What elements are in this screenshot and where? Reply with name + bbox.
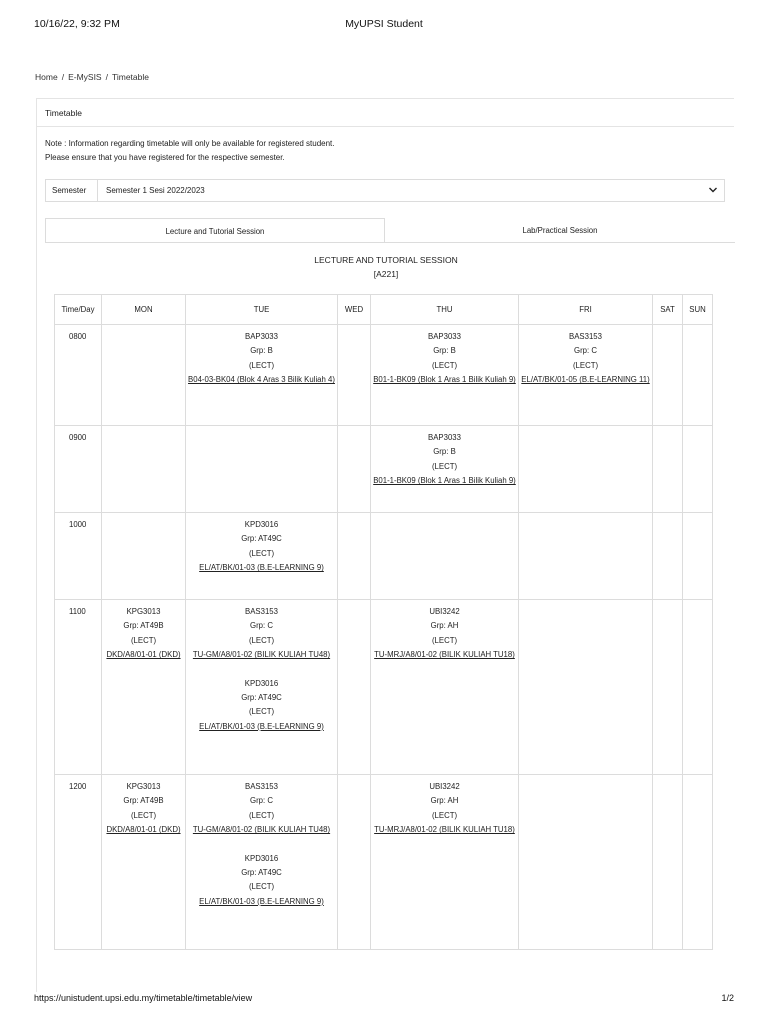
group-label: Grp: B (250, 346, 273, 356)
venue-line (186, 648, 337, 662)
timetable-row (55, 600, 713, 775)
session-type: (LECT) (130, 635, 157, 645)
column-header: MON (102, 295, 186, 325)
column-header: TUE (186, 295, 338, 325)
print-page-title: MyUPSI Student (345, 18, 423, 30)
timetable-cell (653, 426, 683, 513)
group-label: Grp: C (250, 621, 273, 631)
breadcrumb-separator: / (105, 72, 108, 82)
group-label: Grp: AH (430, 796, 459, 806)
breadcrumb-home[interactable]: Home (35, 72, 58, 82)
session-code: [A221] (373, 269, 399, 279)
class-entry (371, 780, 518, 838)
breadcrumb (35, 72, 149, 82)
venue-link[interactable]: TU-GM/A8/01-02 (BILIK KULIAH TU48) (192, 825, 331, 835)
timetable-cell (102, 600, 186, 775)
timetable-card (36, 98, 734, 988)
time-slot: 1200 (55, 775, 102, 950)
course-code: KPG3013 (126, 607, 161, 616)
registration-note (45, 137, 335, 165)
venue-link[interactable]: EL/AT/BK/01-03 (B.E-LEARNING 9) (199, 721, 324, 731)
timetable-cell (371, 600, 519, 775)
timetable-cell (653, 325, 683, 426)
course-code: BAP3033 (428, 433, 461, 442)
session-title: LECTURE AND TUTORIAL SESSION (314, 255, 458, 265)
venue-link[interactable]: TU-GM/A8/01-02 (BILIK KULIAH TU48) (192, 650, 331, 660)
timetable-header-row (55, 295, 713, 325)
group-label: Grp: AT49B (123, 796, 164, 806)
course-code: UBI3242 (429, 607, 460, 616)
venue-link[interactable]: TU-MRJ/A8/01-02 (BILIK KULIAH TU18) (374, 825, 515, 835)
class-entry (519, 330, 652, 388)
print-url: https://unistudent.upsi.edu.my/timetable/timetable/view (34, 993, 253, 1003)
venue-link[interactable]: EL/AT/BK/01-03 (B.E-LEARNING 9) (199, 563, 324, 573)
venue-line (371, 474, 518, 488)
column-header: SUN (683, 295, 713, 325)
timetable-cell (371, 426, 519, 513)
timetable-cell (186, 600, 338, 775)
venue-line (102, 648, 185, 662)
class-entry (371, 605, 518, 663)
venue-link[interactable]: EL/AT/BK/01-03 (B.E-LEARNING 9) (199, 896, 324, 906)
timetable-cell (338, 775, 371, 950)
session-type: (LECT) (431, 360, 458, 370)
timetable-cell (338, 600, 371, 775)
timetable-cell (371, 325, 519, 426)
group-label: Grp: AT49C (241, 868, 282, 878)
venue-line (186, 720, 337, 734)
group-label: Grp: C (574, 346, 597, 356)
column-header: WED (338, 295, 371, 325)
timetable-cell (653, 775, 683, 950)
venue-link[interactable]: EL/AT/BK/01-05 (B.E-LEARNING 11) (521, 375, 650, 385)
course-code: UBI3242 (429, 782, 460, 791)
divider (36, 958, 37, 992)
class-entry (186, 330, 337, 388)
print-footer (34, 993, 734, 1007)
breadcrumb-timetable: Timetable (111, 72, 149, 82)
course-code: KPD3016 (244, 520, 279, 529)
group-label: Grp: AH (430, 621, 459, 631)
column-header: THU (371, 295, 519, 325)
venue-line (371, 823, 518, 837)
session-type: (LECT) (248, 548, 275, 558)
timetable-cell (186, 426, 338, 513)
session-type: (LECT) (248, 635, 275, 645)
timetable-cell (338, 325, 371, 426)
class-entry (371, 330, 518, 388)
timetable-cell (186, 775, 338, 950)
timetable-cell (519, 426, 653, 513)
session-type: (LECT) (248, 810, 275, 820)
venue-line (186, 895, 337, 909)
timetable-cell (683, 513, 713, 600)
venue-line (186, 823, 337, 837)
time-slot: 0900 (55, 426, 102, 513)
semester-value[interactable]: Semester 1 Sesi 2022/2023 (106, 186, 205, 195)
column-header: FRI (519, 295, 653, 325)
session-tabs (45, 218, 735, 243)
venue-link[interactable]: DKD/A8/01-01 (DKD) (106, 650, 181, 660)
semester-select[interactable] (45, 179, 725, 202)
chevron-down-icon[interactable] (708, 183, 718, 197)
group-label: Grp: AT49B (123, 621, 164, 631)
time-slot: 1100 (55, 600, 102, 775)
class-entry (186, 780, 337, 838)
venue-link[interactable]: DKD/A8/01-01 (DKD) (106, 825, 181, 835)
timetable-cell (338, 513, 371, 600)
print-header (34, 18, 734, 32)
timetable-cell (683, 325, 713, 426)
venue-line (371, 373, 518, 387)
timetable-cell (519, 600, 653, 775)
class-entry (186, 518, 337, 576)
timetable-cell (102, 775, 186, 950)
timetable-row (55, 325, 713, 426)
note-line-1: Note : Information regarding timetable will only be available for registered student. (45, 139, 335, 148)
course-code: BAS3153 (569, 332, 602, 341)
timetable-cell (683, 775, 713, 950)
timetable-row (55, 513, 713, 600)
print-page-number: 1/2 (721, 993, 734, 1003)
venue-link[interactable]: TU-MRJ/A8/01-02 (BILIK KULIAH TU18) (374, 650, 515, 660)
timetable-cell (102, 426, 186, 513)
tab-lecture-tutorial[interactable]: Lecture and Tutorial Session (45, 218, 385, 243)
session-type: (LECT) (431, 461, 458, 471)
breadcrumb-emysis[interactable]: E-MySIS (68, 72, 102, 82)
print-date: 10/16/22, 9:32 PM (34, 18, 120, 30)
time-slot: 0800 (55, 325, 102, 426)
course-code: BAS3153 (245, 782, 278, 791)
venue-link[interactable]: B04-03-BK04 (Blok 4 Aras 3 Bilik Kuliah 4) (188, 375, 335, 385)
breadcrumb-separator: / (61, 72, 65, 82)
column-header: Time/Day (55, 295, 102, 325)
timetable-cell (371, 513, 519, 600)
timetable-cell (519, 325, 653, 426)
semester-label: Semester (46, 180, 98, 201)
course-code: BAP3033 (428, 332, 461, 341)
timetable-cell (186, 513, 338, 600)
timetable-row (55, 775, 713, 950)
group-label: Grp: B (433, 346, 456, 356)
card-title: Timetable (37, 99, 734, 127)
timetable-cell (519, 513, 653, 600)
note-line-2: Please ensure that you have registered for the respective semester. (45, 153, 285, 162)
group-label: Grp: AT49C (241, 693, 282, 703)
course-code: BAS3153 (245, 607, 278, 616)
class-entry (102, 780, 185, 838)
session-type: (LECT) (248, 360, 275, 370)
entry-spacer (186, 663, 337, 677)
venue-link[interactable]: B01-1-BK09 (Blok 1 Aras 1 Bilik Kuliah 9) (373, 476, 516, 486)
timetable-cell (102, 325, 186, 426)
group-label: Grp: C (250, 796, 273, 806)
timetable-grid (54, 294, 713, 950)
entry-spacer (186, 838, 337, 852)
timetable-cell (653, 513, 683, 600)
class-entry (371, 431, 518, 489)
timetable-cell (186, 325, 338, 426)
class-entry (186, 852, 337, 910)
time-slot: 1000 (55, 513, 102, 600)
tab-lab-practical[interactable]: Lab/Practical Session (385, 218, 735, 243)
timetable-cell (653, 600, 683, 775)
course-code: KPD3016 (244, 853, 279, 863)
venue-line (186, 373, 337, 387)
course-code: KPD3016 (244, 678, 279, 688)
session-type: (LECT) (572, 360, 599, 370)
session-type: (LECT) (248, 882, 275, 892)
class-entry (102, 605, 185, 663)
timetable-row (55, 426, 713, 513)
group-label: Grp: B (433, 447, 456, 457)
session-type: (LECT) (248, 707, 275, 717)
timetable-cell (683, 426, 713, 513)
course-code: KPG3013 (126, 782, 161, 791)
session-type: (LECT) (431, 810, 458, 820)
venue-link[interactable]: B01-1-BK09 (Blok 1 Aras 1 Bilik Kuliah 9) (373, 375, 516, 385)
venue-line (186, 561, 337, 575)
venue-line (102, 823, 185, 837)
class-entry (186, 677, 337, 735)
venue-line (519, 373, 652, 387)
session-type: (LECT) (130, 810, 157, 820)
session-type: (LECT) (431, 635, 458, 645)
column-header: SAT (653, 295, 683, 325)
course-code: BAP3033 (245, 332, 278, 341)
group-label: Grp: AT49C (241, 534, 282, 544)
timetable-cell (519, 775, 653, 950)
timetable-cell (338, 426, 371, 513)
timetable-cell (102, 513, 186, 600)
venue-line (371, 648, 518, 662)
session-heading (37, 253, 735, 281)
class-entry (186, 605, 337, 663)
timetable-cell (371, 775, 519, 950)
timetable-cell (683, 600, 713, 775)
